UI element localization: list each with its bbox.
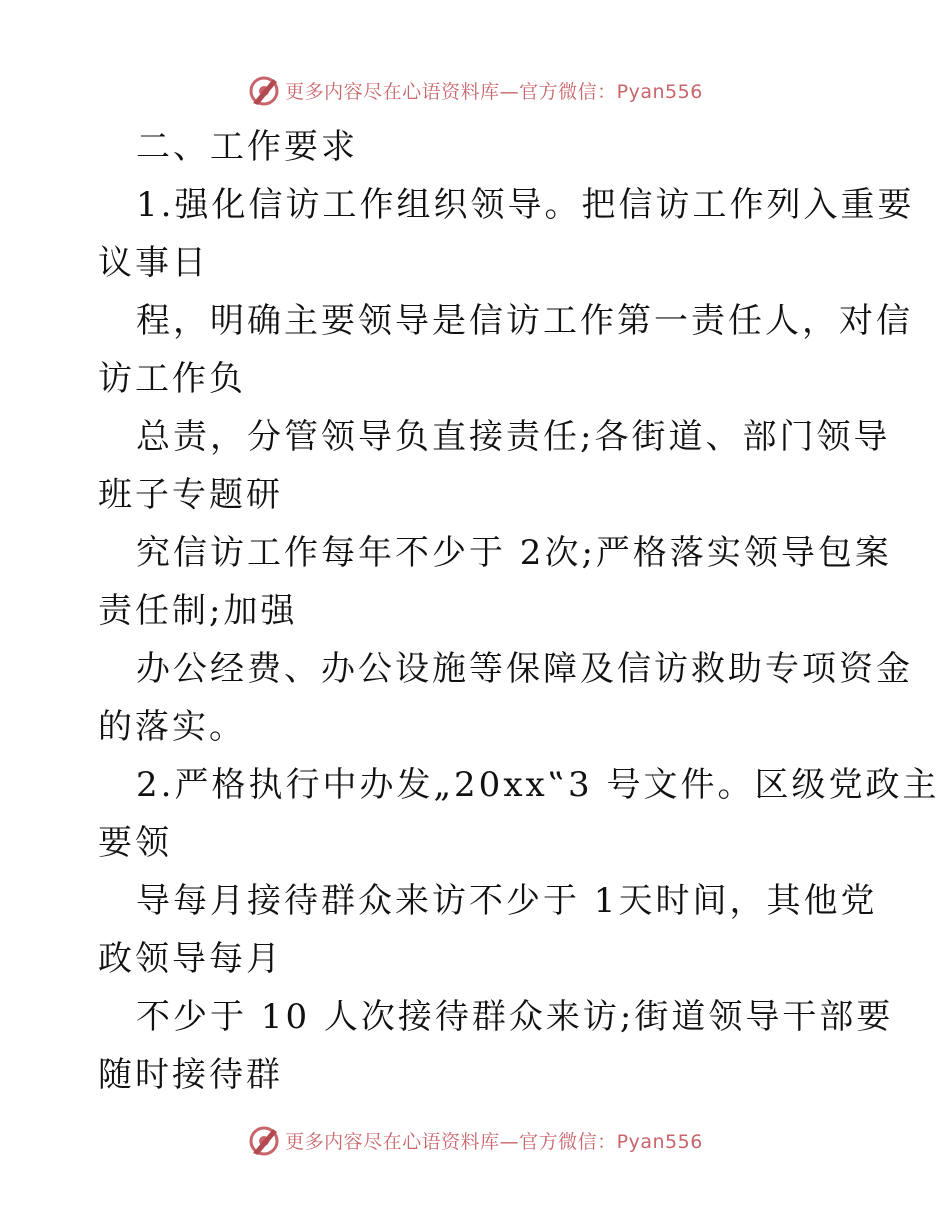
- text-line: 2.严格执行中办发„20xx‟3 号文件。区级党政主: [136, 765, 940, 805]
- brush-logo-icon: [247, 1123, 281, 1157]
- document-body: [98, 118, 940, 1104]
- watermark-text: 更多内容尽在心语资料库—官方微信：Pyan556: [285, 1130, 703, 1153]
- watermark-banner-bottom: [0, 1120, 950, 1160]
- text-line: 总责，分管领导负直接责任;各街道、部门领导: [136, 417, 891, 457]
- text-line: 政领导每月: [98, 939, 283, 979]
- text-line: 访工作负: [98, 359, 246, 399]
- watermark-banner-top: [0, 70, 950, 110]
- watermark-text: 更多内容尽在心语资料库—官方微信：Pyan556: [285, 80, 703, 103]
- text-line: 不少于 10 人次接待群众来访;街道领导干部要: [136, 997, 894, 1037]
- brush-logo-icon: [247, 73, 281, 107]
- text-line: 要领: [98, 823, 172, 863]
- text-line: 程，明确主要领导是信访工作第一责任人，对信: [136, 301, 913, 341]
- text-line: 随时接待群: [98, 1055, 283, 1095]
- text-line: 的落实。: [98, 707, 246, 747]
- text-line: 导每月接待群众来访不少于 1天时间，其他党: [136, 881, 878, 921]
- text-line: 议事日: [98, 243, 209, 283]
- text-line: 办公经费、办公设施等保障及信访救助专项资金: [136, 649, 913, 689]
- text-line: 1.强化信访工作组织领导。把信访工作列入重要: [136, 185, 915, 225]
- text-line: 二、工作要求: [136, 127, 358, 167]
- text-line: 班子专题研: [98, 475, 283, 515]
- text-line: 责任制;加强: [98, 591, 298, 631]
- text-line: 究信访工作每年不少于 2次;严格落实领导包案: [136, 533, 892, 573]
